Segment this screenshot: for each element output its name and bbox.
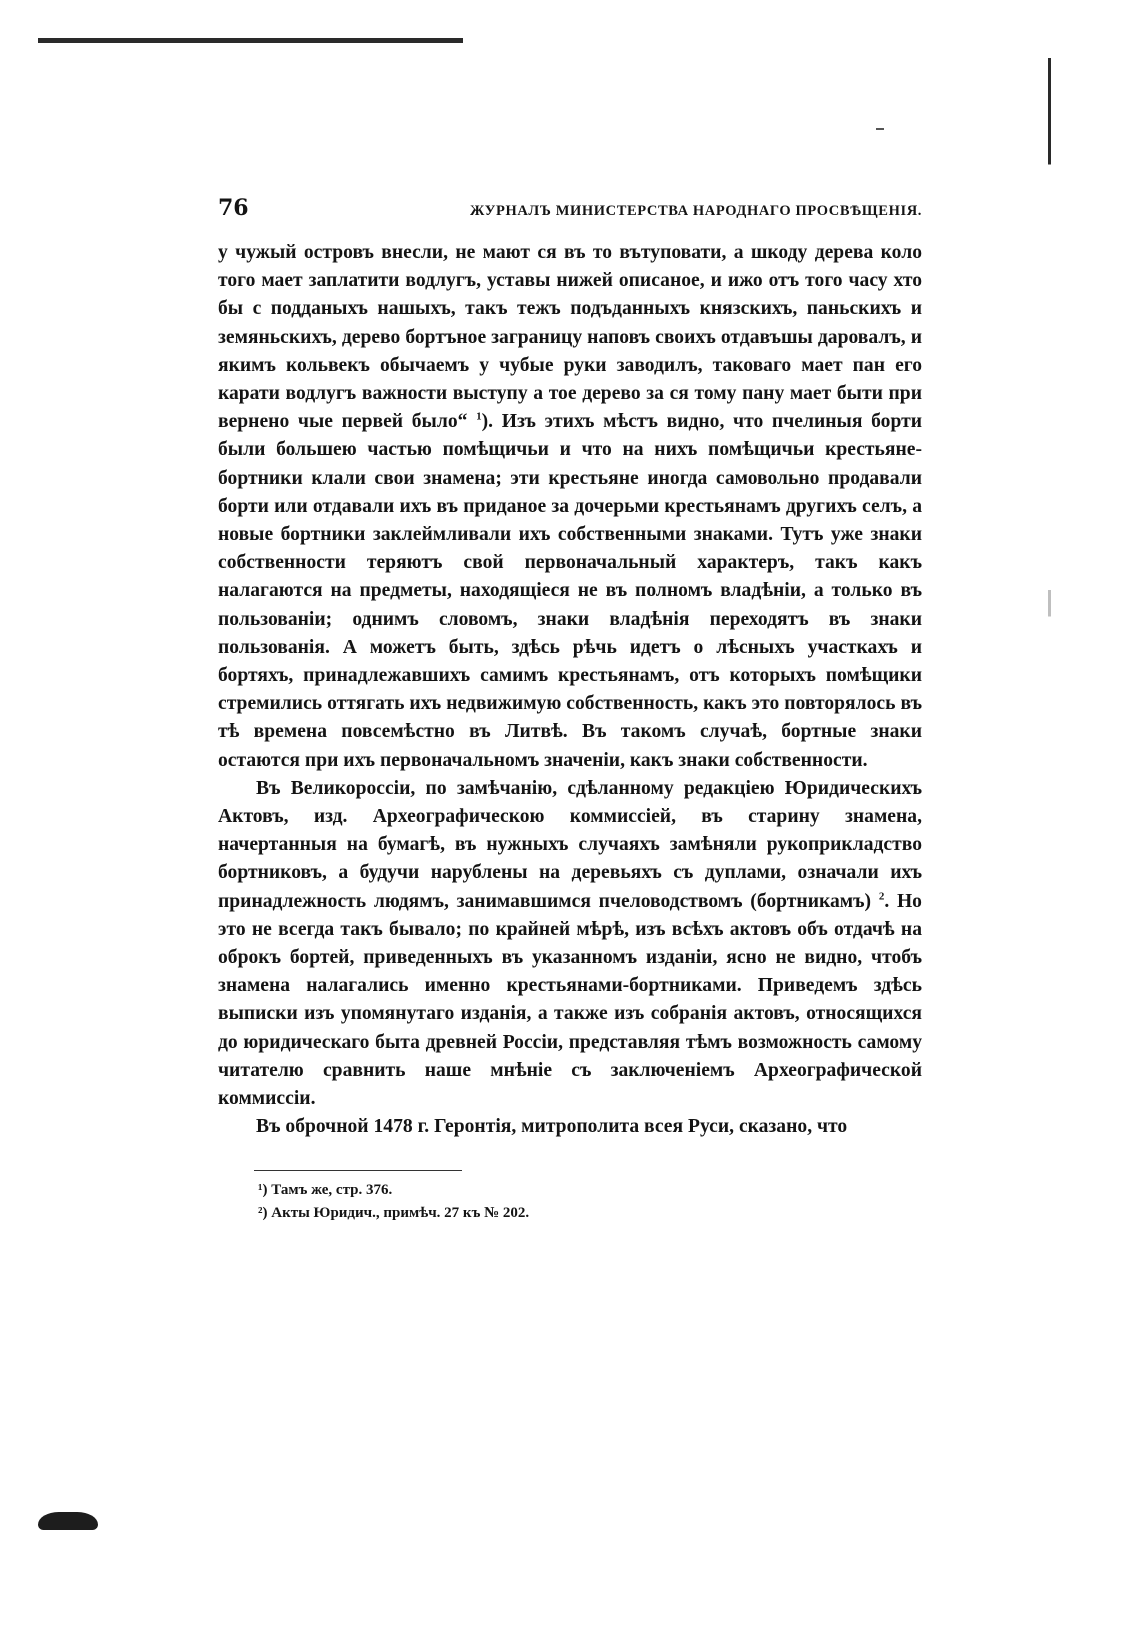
paragraph-text: ). Изъ этихъ мѣстъ видно, что пчелиныя борти были большею частью помѣщичьи и что на нихъ помѣщичьи крестьяне-бортники клали свои знамена; эти крестьяне иногда самовольно продавали борти или отдавали ихъ въ приданое за дочерьми крестьянамъ другихъ селъ, а новые бортники заклеймливали ихъ собственными знаками. Тутъ уже знаки собственности теряютъ свой первоначальный характеръ, такъ какъ налагаются на предметы, находящіеся не въ полномъ владѣніи, а только въ пользованіи; однимъ словомъ, знаки владѣнія переходятъ въ знаки пользованія. А можетъ быть, здѣсь рѣчь идетъ о лѣсныхъ участкахъ и бортяхъ, принадлежавшихъ самимъ крестьянамъ, отъ которыхъ помѣщики стремились оттягать ихъ недвижимую собственность, какъ это повторялось въ тѣ времена повсемѣстно въ Литвѣ. Въ такомъ случаѣ, бортные знаки остаются при ихъ первоначальномъ значеніи, какъ знаки собственности. [218, 411, 922, 771]
page-number: 76 [218, 195, 249, 221]
footnotes [218, 1179, 922, 1225]
scan-speck [876, 128, 884, 130]
paragraph-text: Въ оброчной 1478 г. Геронтія, митрополита всея Руси, сказано, что [256, 1116, 848, 1138]
paragraph-text: Въ Великороссіи, по замѣчанію, сдѣланному редакціею Юридическихъ Актовъ, изд. Археографическою коммиссіей, въ старину знамена, начертанныя на бумагѣ, въ нужныхъ случаяхъ замѣняли рукоприкладство бортниковъ, а будучи нарублены на деревьяхъ съ дуплами, означали ихъ принадлежность людямъ, занимавшимся пчеловодствомъ (бортникамъ) [218, 777, 922, 912]
footnote-divider [254, 1170, 462, 1171]
footnote-text: Тамъ же, стр. 376. [271, 1181, 393, 1198]
footnote-mark: ¹) [258, 1181, 268, 1198]
scan-edge-rule [38, 38, 463, 43]
footnote [258, 1179, 922, 1202]
paragraph [218, 239, 922, 775]
scan-margin-mark [1048, 58, 1051, 1388]
footnote-ref: 2 [878, 890, 885, 903]
paragraph [218, 1113, 922, 1141]
body-text [218, 239, 922, 1142]
scan-ink-blot [38, 1512, 98, 1530]
footnote-ref: 1 [476, 410, 482, 423]
page-header [218, 195, 922, 239]
paragraph [218, 775, 922, 1113]
running-title: ЖУРНАЛЪ МИНИСТЕРСТВА НАРОДНАГО ПРОСВѢЩЕНІЯ. [470, 203, 922, 219]
paragraph-text: . Но это не всегда такъ бывало; по крайней мѣрѣ, изъ всѣхъ актовъ объ отдачѣ на оброкъ бортей, приведенныхъ въ указанномъ изданіи, ясно не видно, чтобъ знамена налагались именно крестьянами-бортниками. Приведемъ здѣсь выписки изъ упомянутаго изданія, а также изъ собранія актовъ, относящихся до юридическаго быта древней Россіи, представляя тѣмъ возможность самому читателю сравнить наше мнѣніе съ заключеніемъ Археографической коммиссіи. [218, 890, 922, 1110]
paragraph-text: у чужый островъ внесли, не мают ся въ то вътуповати, а шкоду дерева коло того мает заплатити водлугъ, уставы нижей описаное, и ижо отъ того часу хто бы с подданыхъ нашыхъ, такъ тежъ подъданныхъ князскихъ, паньскихъ и земяньскихъ, дерево бортъное заграницу наповъ своихъ отдавъшы даровалъ, и якимъ кольвекъ обычаемъ у чубые руки заводилъ, таковаго мает пан его карати водлугъ важности выступу а тое дерево за ся тому пану мает быти при верненo чые первей было“ [218, 242, 922, 433]
footnote [258, 1202, 922, 1225]
book-page [218, 195, 922, 1225]
footnote-mark: ²) [258, 1204, 268, 1221]
footnote-text: Акты Юридич., примѣч. 27 къ № 202. [271, 1204, 530, 1221]
